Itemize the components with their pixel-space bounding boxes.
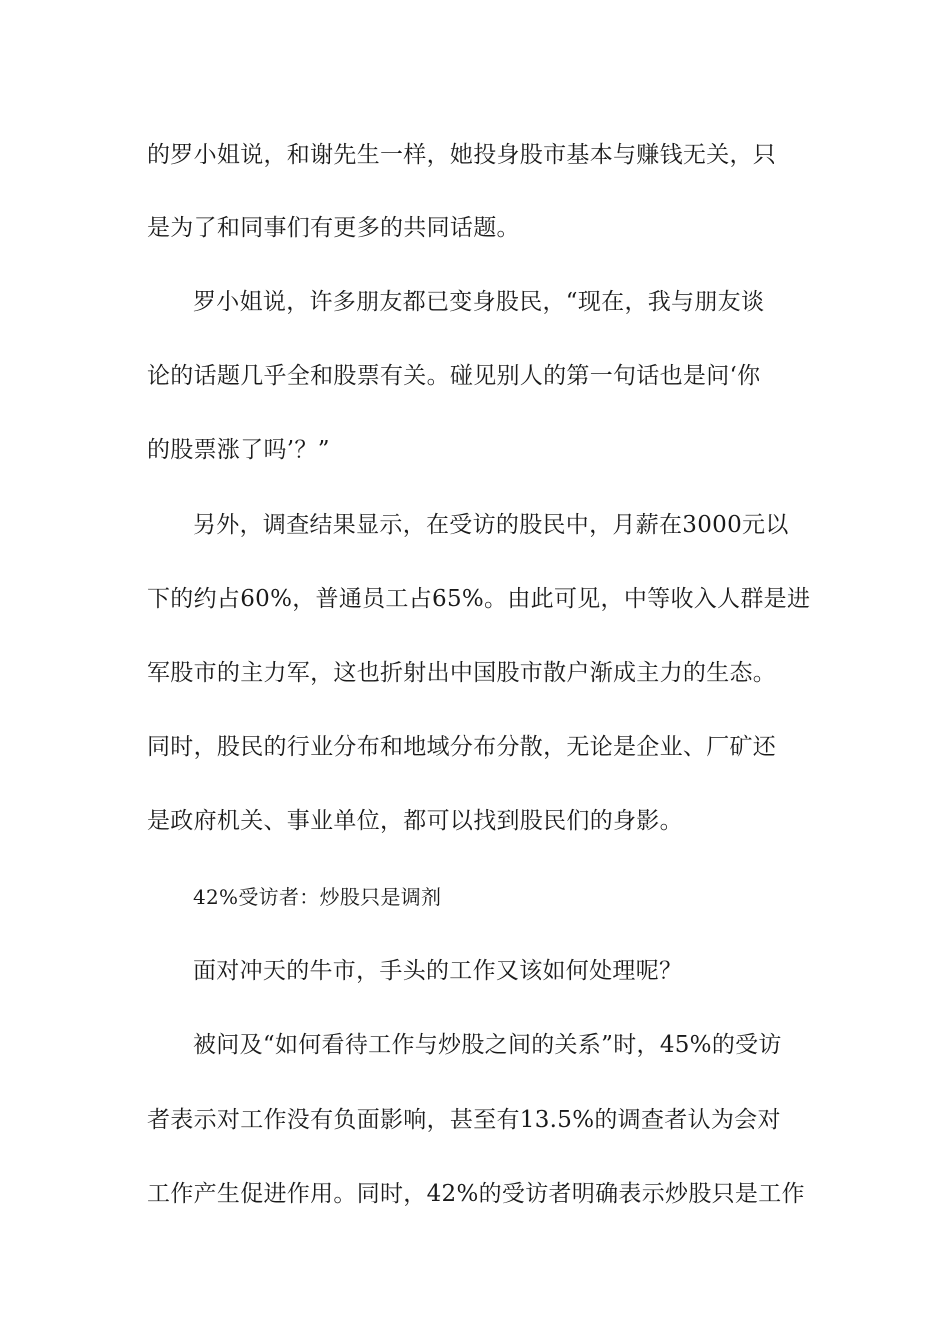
paragraph-line: 者表示对工作没有负面影响，甚至有13.5%的调查者认为会对 bbox=[147, 1107, 781, 1133]
paragraph-line: 论的话题几乎全和股票有关。碰见别人的第一句话也是问‘你 bbox=[147, 363, 761, 389]
paragraph-line: 下的约占60%，普通员工占65%。由此可见，中等收入人群是进 bbox=[147, 586, 811, 612]
paragraph-line: 另外，调查结果显示，在受访的股民中，月薪在3000元以 bbox=[193, 512, 789, 538]
paragraph-line: 面对冲天的牛市，手头的工作又该如何处理呢？ bbox=[193, 958, 683, 984]
paragraph-line: 被问及“如何看待工作与炒股之间的关系”时，45%的受访 bbox=[193, 1032, 782, 1058]
paragraph-line: 是为了和同事们有更多的共同话题。 bbox=[147, 215, 520, 241]
paragraph-line: 罗小姐说，许多朋友都已变身股民，“现在，我与朋友谈 bbox=[193, 289, 765, 315]
paragraph-line: 工作产生促进作用。同时，42%的受访者明确表示炒股只是工作 bbox=[147, 1181, 805, 1207]
section-heading: 42%受访者：炒股只是调剂 bbox=[193, 885, 442, 909]
paragraph-line: 是政府机关、事业单位，都可以找到股民们的身影。 bbox=[147, 808, 683, 834]
paragraph-line: 军股市的主力军，这也折射出中国股市散户渐成主力的生态。 bbox=[147, 660, 777, 686]
paragraph-line: 的罗小姐说，和谢先生一样，她投身股市基本与赚钱无关，只 bbox=[147, 142, 777, 168]
paragraph-line: 的股票涨了吗’？” bbox=[147, 437, 330, 463]
paragraph-line: 同时，股民的行业分布和地域分布分散，无论是企业、厂矿还 bbox=[147, 734, 777, 760]
